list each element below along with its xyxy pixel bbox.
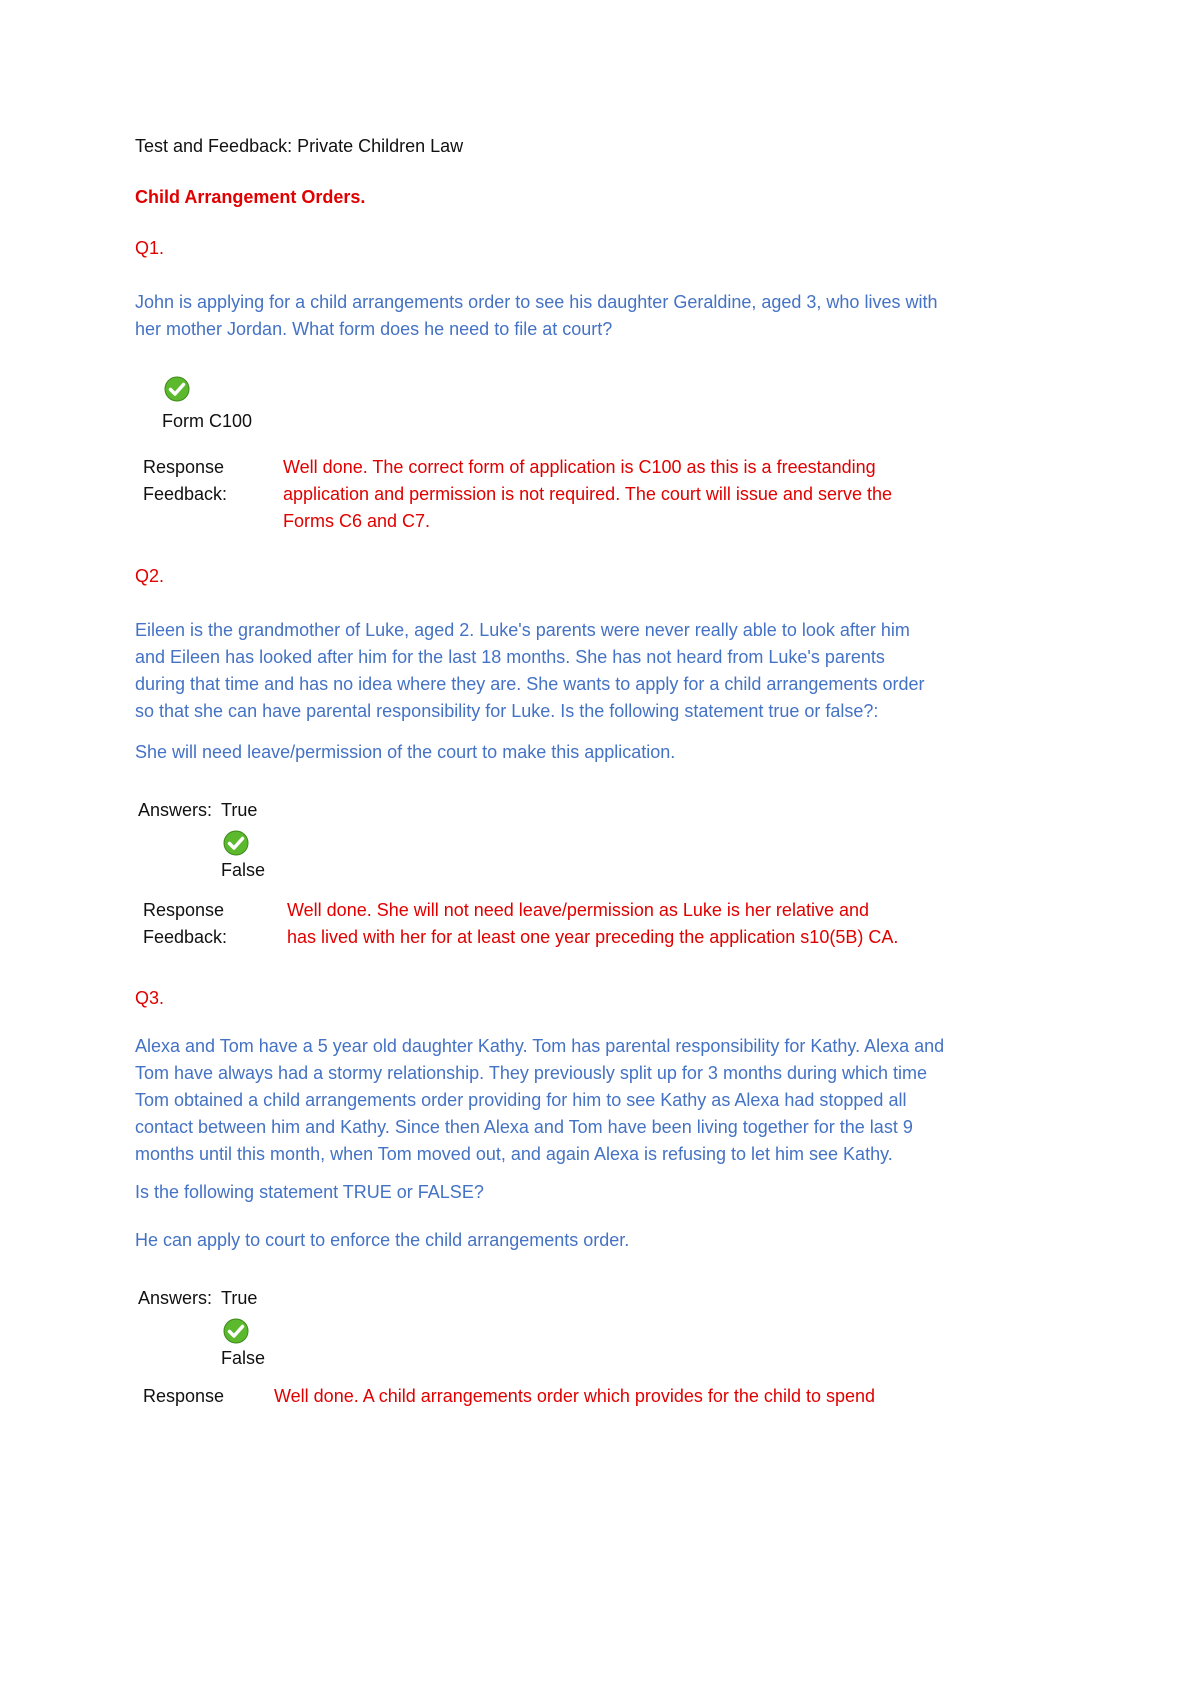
q3-statement: He can apply to court to enforce the child arrangements order. — [135, 1230, 630, 1250]
green-check-icon — [223, 830, 249, 856]
q2-label: Q2. — [135, 566, 165, 586]
q1-text-line: John is applying for a child arrangements order to see his daughter Geraldine, aged 3, who lives with — [135, 292, 938, 312]
q3-text-line: Tom have always had a stormy relationship. They previously split up for 3 months during which time — [135, 1063, 928, 1083]
response-label-line: Feedback: — [143, 927, 228, 947]
q1-answer: Form C100 — [162, 411, 253, 431]
q2-answers-label: Answers: — [138, 800, 213, 820]
q1-response-label — [143, 454, 227, 508]
q3-response-label: Response — [143, 1386, 225, 1406]
q1-feedback-line: Well done. The correct form of application is C100 as this is a freestanding — [283, 457, 876, 477]
q3-option-true: True — [221, 1288, 258, 1308]
q2-text-line: during that time and has no idea where they are. She wants to apply for a child arrangements order — [135, 674, 925, 694]
q2-text-line: so that she can have parental responsibility for Luke. Is the following statement true or false?: — [135, 701, 879, 721]
q3-feedback-line: Well done. A child arrangements order which provides for the child to spend — [274, 1386, 876, 1406]
q2-statement: She will need leave/permission of the court to make this application. — [135, 742, 676, 762]
q3-text-line: Alexa and Tom have a 5 year old daughter Kathy. Tom has parental responsibility for Kathy. Alexa and — [135, 1036, 945, 1056]
q2-feedback — [287, 897, 898, 951]
q2-feedback-line: Well done. She will not need leave/permission as Luke is her relative and — [287, 900, 869, 920]
q2-feedback-line: has lived with her for at least one year preceding the application s10(5B) CA. — [287, 927, 899, 947]
q2-response-label — [143, 897, 227, 951]
green-check-icon — [223, 1318, 249, 1344]
q1-text — [135, 289, 937, 343]
q1-feedback-line: Forms C6 and C7. — [283, 511, 431, 531]
q2-option-true: True — [221, 800, 258, 820]
q3-option-false: False — [221, 1348, 266, 1368]
q3-text-line: contact between him and Kathy. Since then Alexa and Tom have been living together for the last 9 — [135, 1117, 913, 1137]
q3-label: Q3. — [135, 988, 165, 1008]
section-heading: Child Arrangement Orders. — [135, 187, 366, 207]
q3-question: Is the following statement TRUE or FALSE? — [135, 1182, 484, 1202]
q3-answers-label: Answers: — [138, 1288, 213, 1308]
document-title: Test and Feedback: Private Children Law — [135, 136, 464, 156]
response-label-line: Response — [143, 457, 225, 477]
q2-option-false: False — [221, 860, 266, 880]
q3-text-line: Tom obtained a child arrangements order providing for him to see Kathy as Alexa had stopped all — [135, 1090, 907, 1110]
q3-text-line: months until this month, when Tom moved out, and again Alexa is refusing to let him see Kathy. — [135, 1144, 893, 1164]
green-check-icon — [164, 376, 190, 402]
response-label-line: Feedback: — [143, 484, 228, 504]
q2-text-line: and Eileen has looked after him for the last 18 months. She has not heard from Luke's parents — [135, 647, 885, 667]
q2-text-line: Eileen is the grandmother of Luke, aged 2. Luke's parents were never really able to look after him — [135, 620, 910, 640]
q1-text-line: her mother Jordan. What form does he need to file at court? — [135, 319, 613, 339]
q1-feedback — [283, 454, 892, 535]
response-label-line: Response — [143, 900, 225, 920]
q2-text — [135, 617, 924, 725]
q1-label: Q1. — [135, 238, 165, 258]
q1-feedback-line: application and permission is not required. The court will issue and serve the — [283, 484, 892, 504]
q3-text — [135, 1033, 944, 1168]
